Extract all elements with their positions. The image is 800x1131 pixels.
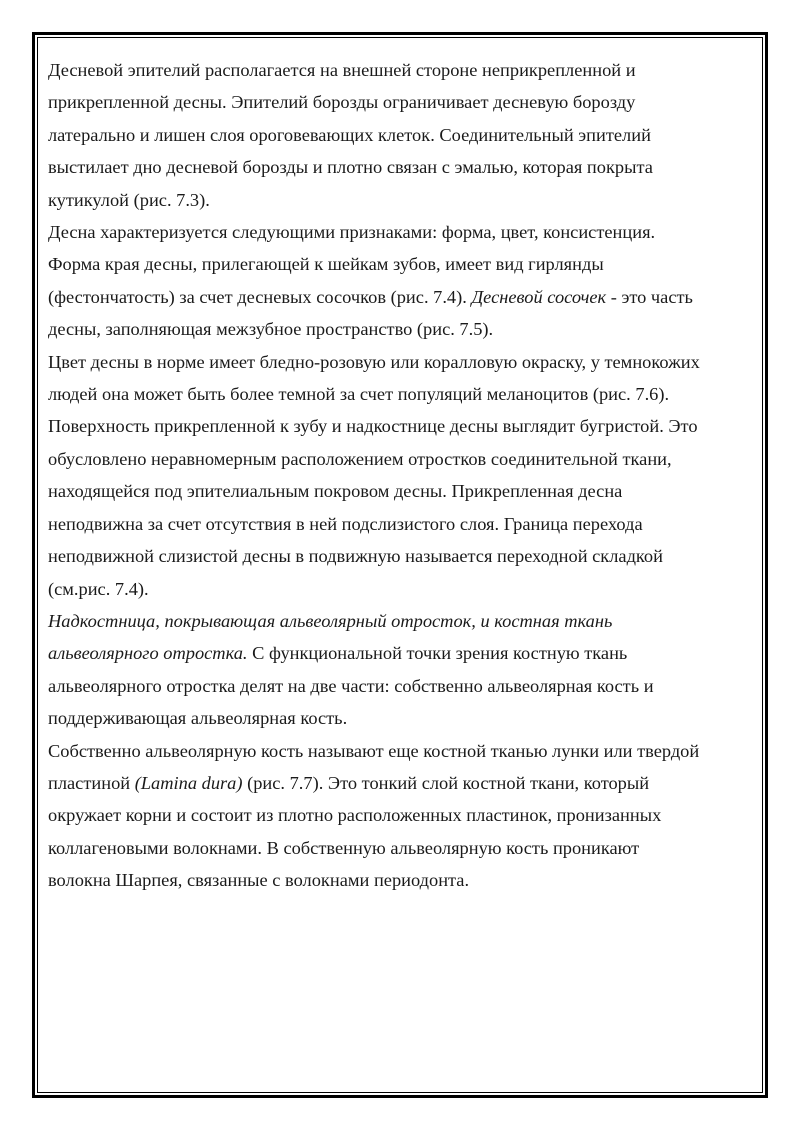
text-run: альвеолярного отростка делят на две части: собственно альвеолярная кость и	[48, 675, 654, 696]
italic-term: альвеолярного отростка.	[48, 643, 248, 664]
text-run: неподвижной слизистой десны в подвижную называется переходной складкой	[48, 546, 663, 567]
text-run: волокна Шарпея, связанные с волокнами периодонта.	[48, 870, 470, 891]
text-line	[48, 346, 748, 378]
text-run: Поверхность прикрепленной к зубу и надкостнице десны выглядит бугристой. Это	[48, 416, 698, 437]
text-line	[48, 313, 748, 345]
text-line	[48, 119, 748, 151]
text-run: С функциональной точки зрения костную ткань	[247, 643, 628, 664]
text-line	[48, 410, 748, 442]
text-run: Цвет десны в норме имеет бледно-розовую или коралловую окраску, у темнокожих	[48, 351, 700, 372]
text-line	[48, 281, 748, 313]
text-line	[48, 832, 748, 864]
text-run: Десневой эпителий располагается на внешней стороне неприкрепленной и	[48, 60, 636, 80]
italic-term: Надкостница, покрывающая альвеолярный отросток, и костная ткань	[48, 610, 613, 631]
text-line	[48, 508, 748, 540]
text-run: поддерживающая альвеолярная кость.	[48, 708, 348, 729]
text-run: обусловлено неравномерным расположением отростков соединительной ткани,	[48, 448, 672, 469]
italic-term: (Lamina dura)	[134, 772, 243, 793]
text-run: людей она может быть более темной за счет популяций меланоцитов (рис. 7.6).	[48, 384, 670, 405]
text-line	[48, 864, 748, 896]
text-line	[48, 216, 748, 248]
text-line	[48, 573, 748, 605]
text-run: Форма края десны, прилегающей к шейкам зубов, имеет вид гирлянды	[48, 254, 604, 275]
text-line	[48, 248, 748, 280]
italic-term: Десневой сосочек	[471, 286, 607, 307]
text-run: коллагеновыми волокнами. В собственную альвеолярную кость проникают	[48, 837, 640, 858]
text-run: - это часть	[606, 286, 693, 307]
text-line	[48, 540, 748, 572]
text-line	[48, 151, 748, 183]
text-run: окружает корни и состоит из плотно расположенных пластинок, пронизанных	[48, 805, 662, 826]
text-line	[48, 637, 748, 669]
text-line	[48, 443, 748, 475]
text-run: (см.рис. 7.4).	[48, 578, 149, 599]
text-line	[48, 86, 748, 118]
text-run: (рис. 7.7). Это тонкий слой костной ткани, который	[242, 772, 650, 793]
text-line	[48, 735, 748, 767]
text-run: латерально и лишен слоя ороговевающих клеток. Соединительный эпителий	[48, 124, 651, 145]
text-run: десны, заполняющая межзубное пространство (рис. 7.5).	[48, 319, 494, 340]
text-run: находящейся под эпителиальным покровом десны. Прикрепленная десна	[48, 481, 623, 502]
text-run: кутикулой (рис. 7.3).	[48, 189, 210, 210]
text-run: (фестончатость) за счет десневых сосочков (рис. 7.4).	[48, 286, 472, 307]
text-line	[48, 378, 748, 410]
text-run: Десна характеризуется следующими признаками: форма, цвет, консистенция.	[48, 222, 656, 243]
text-line	[48, 799, 748, 831]
text-line	[48, 605, 748, 637]
text-line	[48, 670, 748, 702]
text-line	[48, 475, 748, 507]
text-run: неподвижна за счет отсутствия в ней подслизистого слоя. Граница перехода	[48, 513, 643, 534]
text-run: пластиной	[48, 772, 135, 793]
text-line	[48, 184, 748, 216]
text-line	[48, 54, 748, 86]
text-run: прикрепленной десны. Эпителий борозды ограничивает десневую борозду	[48, 92, 636, 113]
text-run: Собственно альвеолярную кость называют еще костной тканью лунки или твердой	[48, 740, 700, 761]
text-run: выстилает дно десневой борозды и плотно связан с эмалью, которая покрыта	[48, 157, 653, 178]
document-body	[48, 54, 748, 897]
text-line	[48, 702, 748, 734]
text-line	[48, 767, 748, 799]
